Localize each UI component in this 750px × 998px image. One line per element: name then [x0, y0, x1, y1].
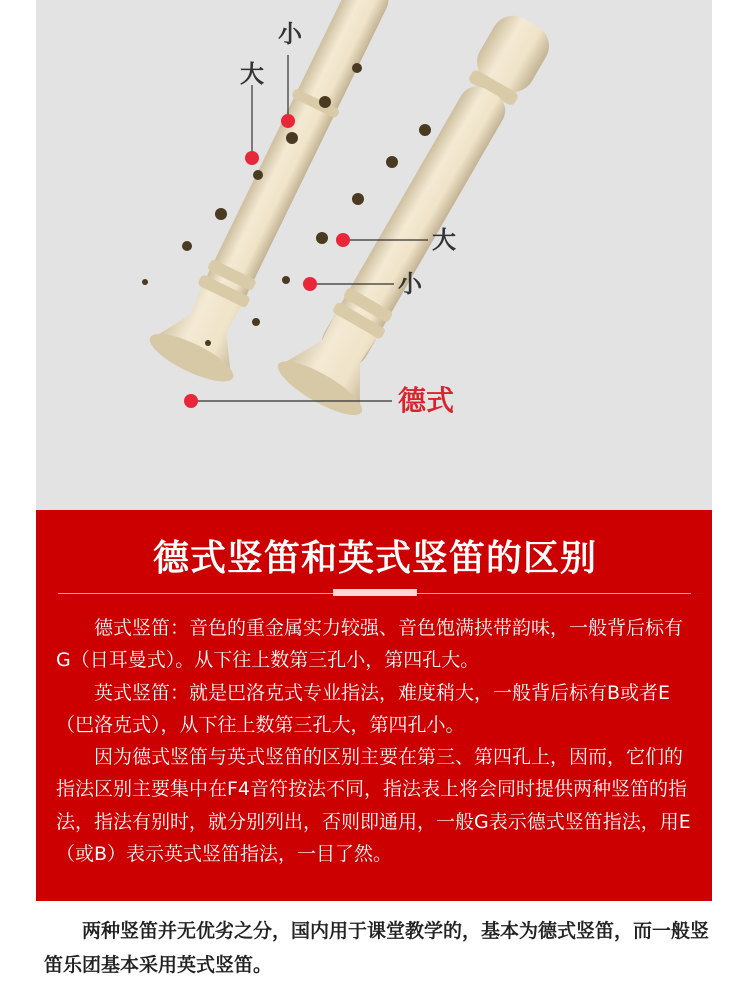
marker-right-large [336, 233, 350, 247]
marker-german [184, 394, 198, 408]
recorder-illustration [36, 0, 712, 510]
footer-text: 两种竖笛并无优劣之分，国内用于课堂教学的，基本为德式竖笛，而一般竖笛乐团基本采用英式竖笛。 [44, 920, 710, 976]
right-margin [712, 0, 750, 998]
panel-body [56, 612, 696, 870]
fingering-explanation: 因为德式竖笛与英式竖笛的区别主要在第三、第四孔上，因而，它们的指法区别主要集中在F4音符按法不同，指法表上将会同时提供两种竖笛的指法，指法有别时，就分别列出，否则即通用，一般G表示德式竖笛指法，用E（或B）表示英式竖笛指法，一目了然。 [56, 746, 691, 866]
german-description: 德式竖笛：音色的重金属实力较强、音色饱满挟带韵味，一般背后标有G（日耳曼式）。从下往上数第三孔小，第四孔大。 [56, 617, 684, 672]
panel-title: 德式竖笛和英式竖笛的区别 [152, 537, 597, 579]
label-german-style: 德式 [398, 384, 455, 417]
tone-hole [419, 124, 431, 136]
left-margin [0, 0, 36, 998]
tone-hole [286, 132, 298, 144]
english-description: 英式竖笛：就是巴洛克式专业指法，难度稍大，一般背后标有B或者E（巴洛克式），从下往上数第三孔大，第四孔小。 [56, 681, 671, 736]
marker-left-small [281, 114, 295, 128]
tone-hole [215, 208, 227, 220]
label-left-small: 小 [278, 20, 302, 48]
footer-note [44, 914, 714, 982]
tone-hole [182, 241, 192, 251]
label-right-small: 小 [398, 270, 422, 298]
marker-right-small [303, 277, 317, 291]
tone-hole [352, 193, 364, 205]
title-accent-bar [333, 589, 417, 596]
tone-hole [142, 279, 148, 285]
tone-hole [253, 170, 263, 180]
tone-hole [282, 276, 290, 284]
tone-hole [319, 96, 331, 108]
tone-hole [386, 156, 398, 168]
label-left-large: 大 [240, 60, 264, 88]
tone-hole [316, 232, 328, 244]
tone-hole [352, 63, 362, 73]
recorder-photo [36, 0, 712, 510]
tone-hole [205, 340, 211, 346]
tone-hole [252, 318, 260, 326]
marker-left-large [245, 151, 259, 165]
label-right-large: 大 [432, 226, 456, 254]
